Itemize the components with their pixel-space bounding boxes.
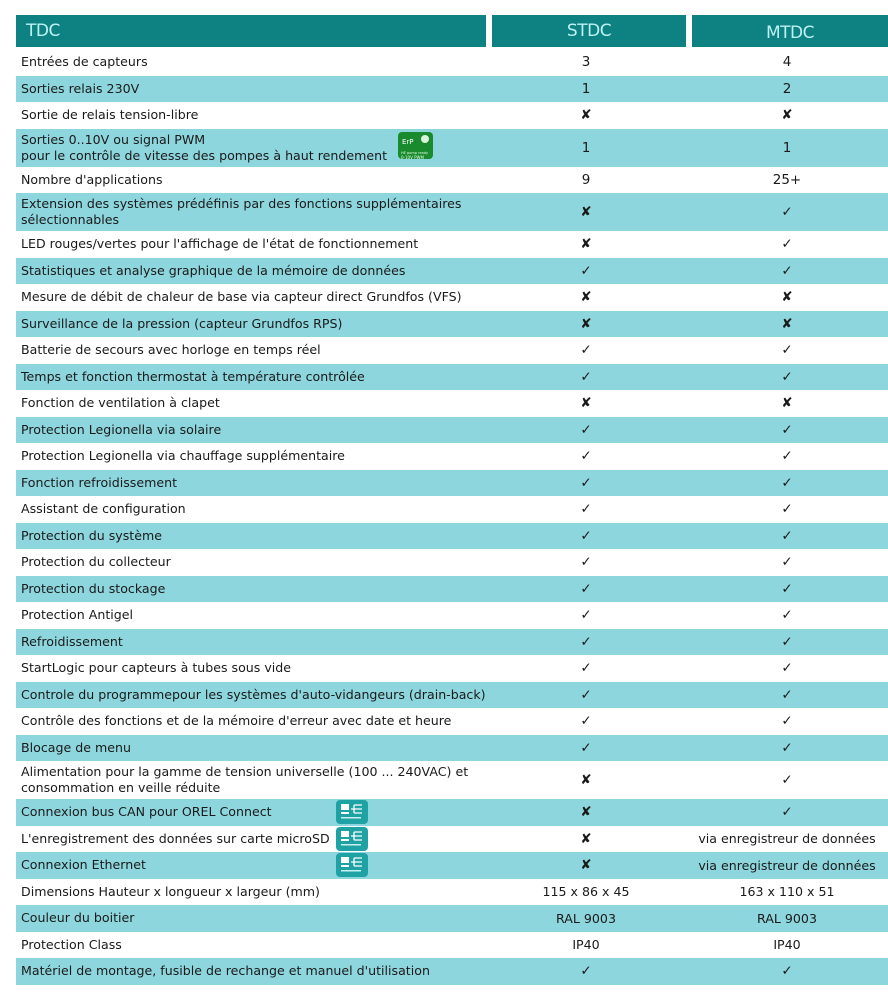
- feature-cell: [16, 76, 486, 103]
- feature-label-line1: Protection du stockage: [21, 580, 166, 596]
- cross-icon: ✘: [580, 107, 592, 124]
- check-icon: ✓: [580, 368, 592, 385]
- mtdc-value: 2: [782, 80, 792, 97]
- table-row: [16, 390, 888, 417]
- feature-label: [21, 196, 461, 228]
- feature-label-line1: Blocage de menu: [21, 739, 131, 755]
- mtdc-value: 4: [782, 54, 792, 71]
- feature-label: [21, 764, 468, 796]
- feature-cell: [16, 523, 486, 550]
- check-icon: ✓: [580, 501, 592, 518]
- mtdc-value: via enregistreur de données: [698, 857, 876, 873]
- comparison-table: [16, 15, 888, 985]
- stdc-value: 3: [581, 54, 591, 71]
- check-icon: ✓: [781, 772, 793, 788]
- check-icon: ✓: [781, 501, 793, 518]
- feature-label: [21, 910, 134, 926]
- table-row: [16, 655, 888, 682]
- check-icon: ✓: [580, 554, 592, 571]
- feature-label: [21, 963, 430, 979]
- check-icon: ✓: [580, 474, 592, 491]
- feature-label-line1: Refroidissement: [21, 633, 123, 649]
- erp-leaf-icon: [421, 135, 429, 143]
- cross-icon: ✘: [580, 830, 592, 847]
- feature-cell: [16, 735, 486, 762]
- check-icon: ✓: [580, 448, 592, 465]
- table-row: [16, 826, 888, 853]
- check-icon: ✓: [580, 963, 592, 980]
- table-row: [16, 470, 888, 497]
- check-icon: ✓: [580, 262, 592, 279]
- orel-connect-icon: [336, 827, 368, 851]
- check-icon: ✓: [781, 554, 793, 571]
- check-icon: ✓: [781, 686, 793, 703]
- feature-label: [21, 884, 320, 900]
- feature-label-line1: Sorties 0..10V ou signal PWM: [21, 131, 206, 147]
- feature-cell: [16, 761, 486, 799]
- feature-label: [21, 740, 131, 756]
- feature-label-line1: Contrôle des fonctions et de la mémoire d'erreur avec date et heure: [21, 713, 452, 729]
- feature-label-line1: Connexion Ethernet: [21, 857, 146, 873]
- feature-label-line1: L'enregistrement des données sur carte microSD: [21, 830, 330, 846]
- check-icon: ✓: [781, 660, 793, 677]
- feature-cell: [16, 932, 486, 959]
- mtdc-value: 1: [782, 139, 792, 156]
- feature-cell: [16, 879, 486, 906]
- stdc-value: 1: [581, 80, 591, 97]
- table-row: [16, 337, 888, 364]
- table-row: [16, 761, 888, 799]
- feature-label: [21, 289, 462, 305]
- feature-cell: [16, 49, 486, 76]
- check-icon: ✓: [781, 236, 793, 253]
- feature-label: [21, 263, 405, 279]
- feature-label: [21, 107, 198, 123]
- erp-badge-title: ErP: [402, 137, 414, 146]
- check-icon: ✓: [781, 262, 793, 279]
- feature-cell: [16, 337, 486, 364]
- feature-label-line1: Surveillance de la pression (capteur Grundfos RPS): [21, 315, 343, 331]
- check-icon: ✓: [580, 686, 592, 703]
- check-icon: ✓: [580, 607, 592, 624]
- table-body: [16, 49, 888, 985]
- feature-label-line1: Protection Legionella via solaire: [21, 421, 222, 437]
- feature-label: [21, 172, 163, 188]
- feature-label: [21, 81, 139, 97]
- table-row: [16, 549, 888, 576]
- feature-cell: [16, 284, 486, 311]
- feature-label: [21, 395, 220, 411]
- feature-label-line1: LED rouges/vertes pour l'affichage de l'état de fonctionnement: [21, 236, 419, 252]
- check-icon: ✓: [781, 804, 793, 821]
- feature-label-line1: Extension des systèmes prédéfinis par des fonctions supplémentaires: [21, 196, 462, 211]
- feature-cell: [16, 629, 486, 656]
- feature-label-line1: Matériel de montage, fusible de rechange et manuel d'utilisation: [21, 963, 430, 979]
- feature-label-line1: Nombre d'applications: [21, 171, 163, 187]
- cross-icon: ✘: [580, 772, 592, 788]
- feature-cell: [16, 390, 486, 417]
- header-feature: TDC: [16, 15, 486, 47]
- feature-label-line1: Sorties relais 230V: [21, 80, 140, 96]
- feature-label-line1: Fonction de ventilation à clapet: [21, 395, 220, 411]
- check-icon: ✓: [781, 633, 793, 650]
- feature-cell: [16, 905, 486, 932]
- feature-label-line1: Protection du système: [21, 527, 162, 543]
- check-icon: ✓: [580, 342, 592, 359]
- feature-label-line2: consommation en veille réduite: [21, 780, 221, 795]
- check-icon: ✓: [781, 421, 793, 438]
- table-row: [16, 284, 888, 311]
- check-icon: ✓: [580, 660, 592, 677]
- erp-icon: [398, 132, 433, 159]
- feature-label: [21, 607, 133, 623]
- feature-label: [21, 634, 123, 650]
- table-row: [16, 417, 888, 444]
- check-icon: ✓: [781, 342, 793, 359]
- feature-label-line1: Sortie de relais tension-libre: [21, 107, 199, 123]
- cross-icon: ✘: [580, 315, 592, 332]
- cross-icon: ✘: [580, 236, 592, 253]
- table-row: [16, 496, 888, 523]
- feature-label: [21, 857, 146, 873]
- feature-label-line1: Statistiques et analyse graphique de la mémoire de données: [21, 262, 406, 278]
- feature-label: [21, 316, 342, 332]
- table-row: [16, 708, 888, 735]
- feature-label: [21, 501, 186, 517]
- feature-cell: [16, 549, 486, 576]
- feature-label-line1: Fonction refroidissement: [21, 474, 178, 490]
- table-row: [16, 49, 888, 76]
- check-icon: ✓: [580, 527, 592, 544]
- feature-label: [21, 687, 486, 703]
- table-row: [16, 193, 888, 231]
- cross-icon: ✘: [781, 315, 793, 332]
- feature-cell: [16, 799, 486, 826]
- table-row: [16, 932, 888, 959]
- stdc-value: IP40: [572, 937, 600, 953]
- feature-label: [21, 937, 122, 953]
- table-row: [16, 443, 888, 470]
- table-row: [16, 102, 888, 129]
- feature-label: [21, 528, 162, 544]
- feature-label: [21, 554, 171, 570]
- table-row: [16, 682, 888, 709]
- table-row: [16, 629, 888, 656]
- feature-label: [21, 831, 330, 847]
- table-row: [16, 602, 888, 629]
- feature-cell: [16, 364, 486, 391]
- feature-cell: [16, 602, 486, 629]
- feature-label: [21, 475, 177, 491]
- erp-badge-subtitle: HE pump ready: [401, 150, 429, 155]
- stdc-value: 1: [581, 139, 591, 156]
- feature-label: [21, 660, 291, 676]
- table-row: [16, 958, 888, 985]
- feature-label: [21, 804, 272, 820]
- feature-label: [21, 448, 345, 464]
- feature-label-line1: Protection Legionella via chauffage supplémentaire: [21, 448, 345, 464]
- table-row: [16, 879, 888, 906]
- feature-label-line2: pour le contrôle de vitesse des pompes à haut rendement: [21, 147, 388, 163]
- feature-label-line1: Connexion bus CAN pour OREL Connect: [21, 804, 272, 820]
- cross-icon: ✘: [781, 107, 793, 124]
- cross-icon: ✘: [580, 857, 592, 874]
- table-row: [16, 129, 888, 167]
- mtdc-value: IP40: [773, 937, 801, 953]
- feature-label: [21, 342, 321, 358]
- cross-icon: ✘: [580, 204, 592, 220]
- cross-icon: ✘: [781, 395, 793, 412]
- table-row: [16, 905, 888, 932]
- table-row: [16, 231, 888, 258]
- check-icon: ✓: [781, 713, 793, 730]
- feature-label: [21, 713, 451, 729]
- stdc-value: RAL 9003: [556, 910, 616, 926]
- feature-label-line1: Alimentation pour la gamme de tension universelle (100 ... 240VAC) et: [21, 764, 469, 779]
- feature-label-line1: Batterie de secours avec horloge en temps réel: [21, 342, 321, 358]
- stdc-value: 9: [581, 171, 591, 188]
- feature-cell: [16, 708, 486, 735]
- check-icon: ✓: [781, 368, 793, 385]
- cross-icon: ✘: [580, 804, 592, 821]
- feature-label: [21, 132, 387, 164]
- table-row: [16, 523, 888, 550]
- mtdc-value: 25+: [772, 171, 802, 188]
- check-icon: ✓: [580, 739, 592, 756]
- check-icon: ✓: [580, 713, 592, 730]
- feature-cell: [16, 129, 486, 167]
- feature-label-line1: Protection du collecteur: [21, 554, 171, 570]
- feature-label-line1: Assistant de configuration: [21, 501, 186, 517]
- feature-label: [21, 581, 165, 597]
- table-row: [16, 76, 888, 103]
- feature-cell: [16, 167, 486, 194]
- feature-cell: [16, 958, 486, 985]
- orel-connect-icon: [336, 800, 368, 824]
- feature-cell: [16, 470, 486, 497]
- feature-label-line1: Temps et fonction thermostat à température contrôlée: [21, 368, 365, 384]
- header-mtdc: MTDC: [692, 15, 888, 47]
- feature-label-line1: Mesure de débit de chaleur de base via capteur direct Grundfos (VFS): [21, 289, 462, 305]
- feature-cell: [16, 655, 486, 682]
- feature-label-line1: Controle du programmepour les systèmes d'auto-vidangeurs (drain-back): [21, 686, 486, 702]
- check-icon: ✓: [781, 474, 793, 491]
- table-row: [16, 167, 888, 194]
- feature-label: [21, 369, 365, 385]
- cross-icon: ✘: [580, 289, 592, 306]
- feature-cell: [16, 417, 486, 444]
- check-icon: ✓: [781, 527, 793, 544]
- header-stdc: STDC: [492, 15, 686, 47]
- table-row: [16, 576, 888, 603]
- feature-cell: [16, 496, 486, 523]
- mtdc-value: via enregistreur de données: [698, 831, 876, 847]
- feature-label-line1: Couleur du boitier: [21, 910, 135, 926]
- check-icon: ✓: [781, 580, 793, 597]
- feature-label: [21, 54, 148, 70]
- cross-icon: ✘: [580, 395, 592, 412]
- cross-icon: ✘: [781, 289, 793, 306]
- feature-label: [21, 422, 221, 438]
- feature-label-line1: Protection Antigel: [21, 607, 133, 623]
- check-icon: ✓: [781, 607, 793, 624]
- erp-badge-signals: 0-10V PWM: [401, 154, 424, 160]
- feature-label-line1: Protection Class: [21, 936, 122, 952]
- feature-label-line1: Entrées de capteurs: [21, 54, 148, 70]
- feature-cell: [16, 826, 486, 853]
- check-icon: ✓: [781, 963, 793, 980]
- check-icon: ✓: [781, 204, 793, 220]
- feature-label-line1: Dimensions Hauteur x longueur x largeur (mm): [21, 883, 320, 899]
- check-icon: ✓: [580, 580, 592, 597]
- mtdc-value: 163 x 110 x 51: [739, 884, 835, 900]
- orel-connect-icon: [336, 853, 368, 877]
- table-row: [16, 311, 888, 338]
- feature-cell: [16, 102, 486, 129]
- feature-cell: [16, 682, 486, 709]
- table-row: [16, 258, 888, 285]
- table-row: [16, 852, 888, 879]
- feature-cell: [16, 258, 486, 285]
- check-icon: ✓: [580, 633, 592, 650]
- table-row: [16, 735, 888, 762]
- table-header: [16, 15, 888, 47]
- feature-label-line2: sélectionnables: [21, 212, 120, 227]
- feature-cell: [16, 193, 486, 231]
- stdc-value: 115 x 86 x 45: [542, 884, 630, 900]
- check-icon: ✓: [781, 739, 793, 756]
- check-icon: ✓: [580, 421, 592, 438]
- mtdc-value: RAL 9003: [757, 910, 817, 926]
- feature-cell: [16, 576, 486, 603]
- feature-cell: [16, 311, 486, 338]
- check-icon: ✓: [781, 448, 793, 465]
- table-row: [16, 799, 888, 826]
- feature-cell: [16, 231, 486, 258]
- feature-label-line1: StartLogic pour capteurs à tubes sous vide: [21, 660, 292, 676]
- feature-label: [21, 236, 418, 252]
- feature-cell: [16, 852, 486, 879]
- feature-cell: [16, 443, 486, 470]
- table-row: [16, 364, 888, 391]
